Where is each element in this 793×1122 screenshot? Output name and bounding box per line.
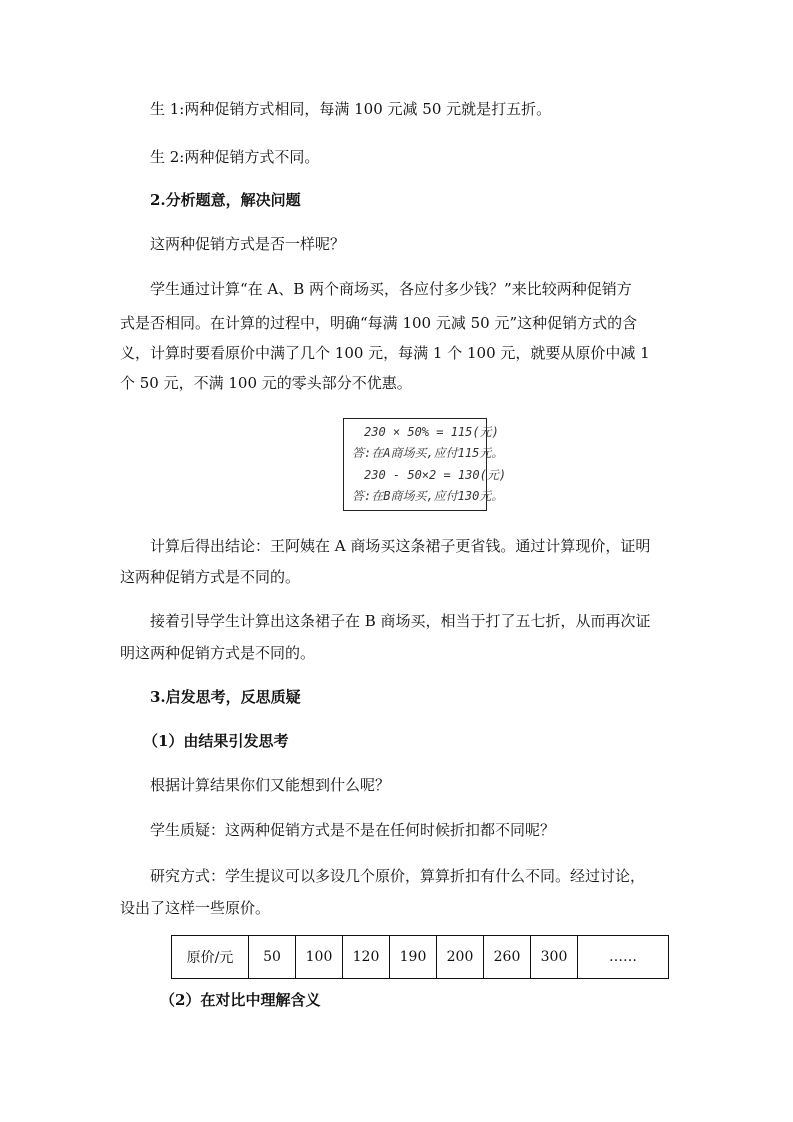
paragraph-conclusion-line1: 计算后得出结论：王阿姨在 A 商场买这条裙子更省钱。通过计算现价，证明 bbox=[150, 537, 651, 555]
table-cell: 50 bbox=[249, 936, 296, 979]
subheading-3-1: （1）由结果引发思考 bbox=[143, 732, 289, 750]
paragraph-student1: 生 1:两种促销方式相同，每满 100 元减 50 元就是打五折。 bbox=[150, 100, 552, 118]
handwriting-line3: 230 - 50×2 = 130(元) bbox=[364, 468, 507, 482]
section-heading-3: 3.启发思考，反思质疑 bbox=[150, 688, 301, 706]
paragraph-doubt: 学生质疑：这两种促销方式是不是在任何时候折扣都不同呢？ bbox=[150, 821, 556, 839]
paragraph-conclusion-line2: 这两种促销方式是不同的。 bbox=[120, 568, 301, 586]
paragraph-calc-line3: 义，计算时要看原价中满了几个 100 元，每满 1 个 100 元，就要从原价中减 1 bbox=[120, 344, 650, 362]
paragraph-student2: 生 2:两种促销方式不同。 bbox=[150, 148, 320, 166]
table-cell: 260 bbox=[484, 936, 531, 979]
paragraph-method-line1: 研究方式：学生提议可以多设几个原价，算算折扣有什么不同。经过讨论， bbox=[150, 867, 646, 885]
paragraph-calc-line4: 个 50 元，不满 100 元的零头部分不优惠。 bbox=[120, 374, 412, 392]
table-cell: 200 bbox=[437, 936, 484, 979]
paragraph-discount-line2: 明这两种促销方式是不同的。 bbox=[120, 644, 316, 662]
handwriting-line1: 230 × 50% = 115(元) bbox=[364, 425, 499, 439]
table-cell: 100 bbox=[296, 936, 343, 979]
handwriting-line2: 答:在A商场买,应付115元。 bbox=[352, 446, 504, 460]
handwriting-line4: 答:在B商场买,应付130元。 bbox=[352, 489, 504, 503]
price-table bbox=[171, 935, 669, 979]
paragraph-calc-line2: 式是否相同。在计算的过程中，明确“每满 100 元减 50 元”这种促销方式的含 bbox=[120, 314, 638, 332]
section-heading-2: 2.分析题意，解决问题 bbox=[150, 191, 301, 209]
table-cell: 300 bbox=[531, 936, 578, 979]
paragraph-method-line2: 设出了这样一些原价。 bbox=[120, 899, 271, 917]
subheading-3-2: （2）在对比中理解含义 bbox=[160, 991, 321, 1009]
table-row bbox=[172, 936, 669, 979]
table-cell: …… bbox=[578, 936, 669, 979]
table-cell: 120 bbox=[343, 936, 390, 979]
paragraph-think: 根据计算结果你们又能想到什么呢？ bbox=[150, 776, 391, 794]
table-header-cell: 原价/元 bbox=[172, 936, 249, 979]
paragraph-question: 这两种促销方式是否一样呢？ bbox=[150, 235, 346, 253]
paragraph-calc-line1: 学生通过计算“在 A、B 两个商场买，各应付多少钱？”来比较两种促销方 bbox=[150, 280, 632, 298]
table-cell: 190 bbox=[390, 936, 437, 979]
paragraph-discount-line1: 接着引导学生计算出这条裙子在 B 商场买，相当于打了五七折，从而再次证 bbox=[150, 612, 651, 630]
handwritten-calculation-image bbox=[343, 418, 507, 511]
